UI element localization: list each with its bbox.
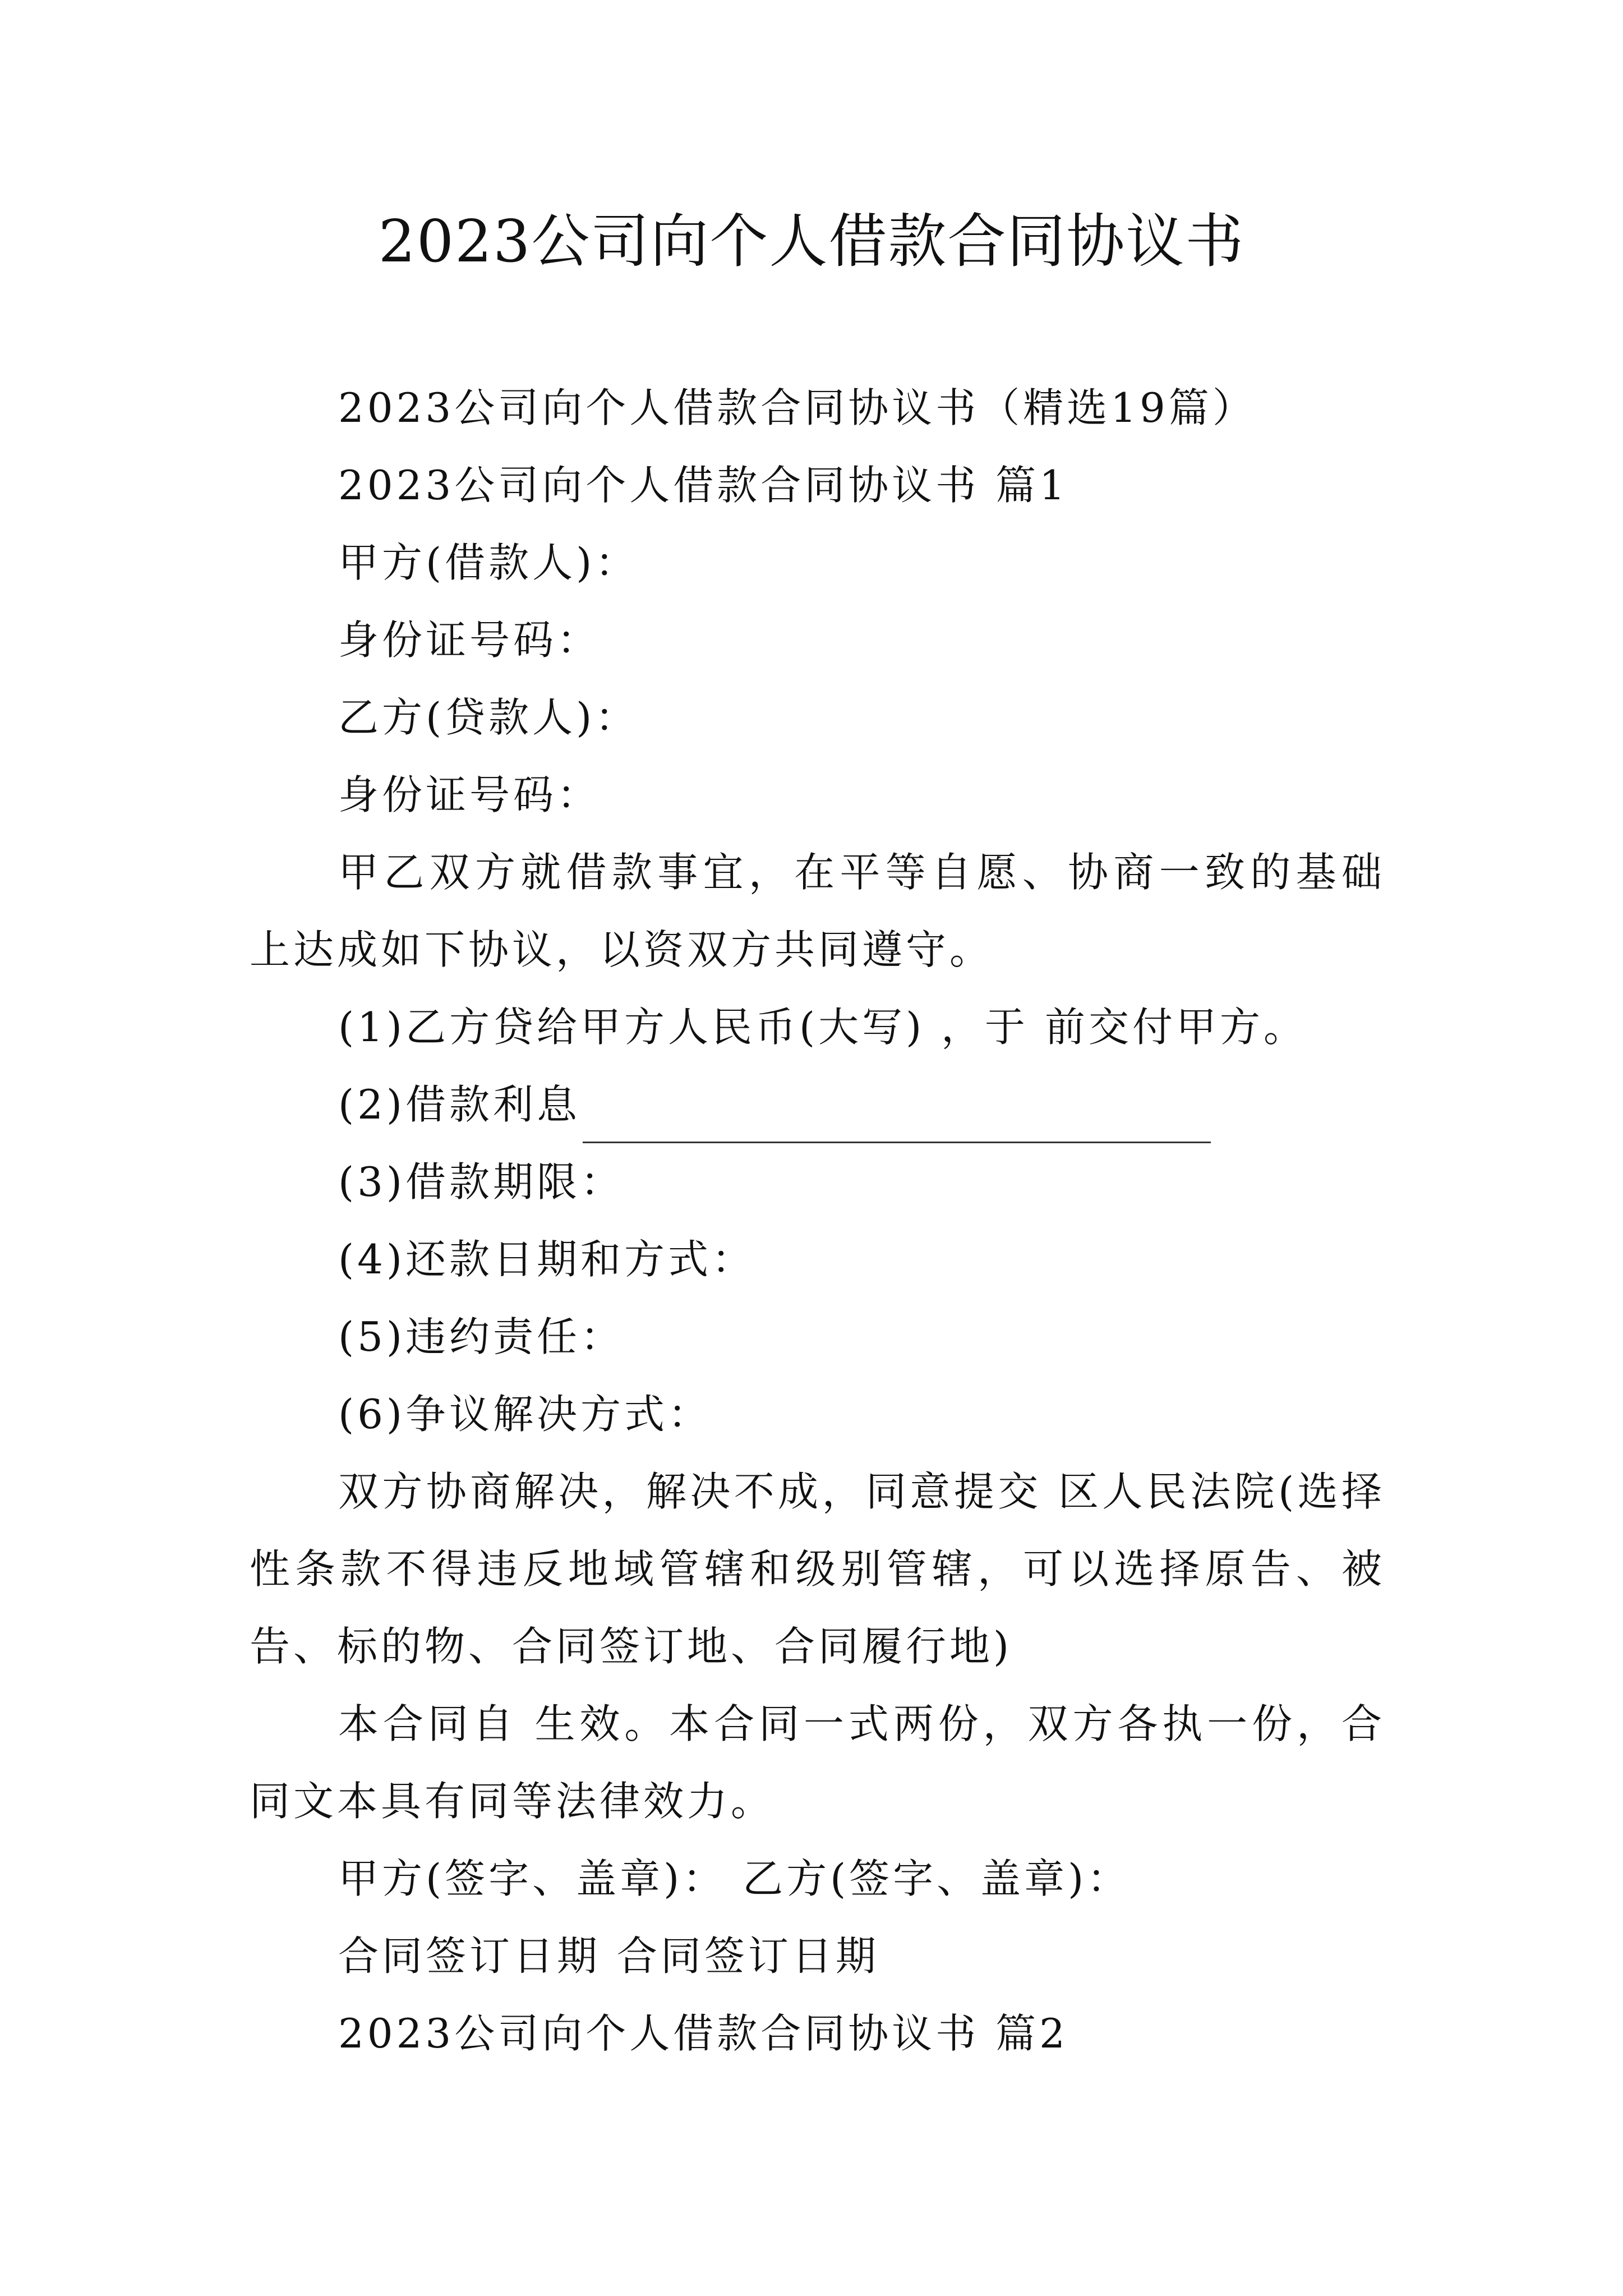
clause-6: (6)争议解决方式： [338,1391,712,1438]
party-b-line: 乙方(贷款人)： [338,694,639,741]
document-body [250,369,1385,2072]
interest-blank-line [583,1088,1211,1143]
clause-2-label: (2)借款利息 [338,1081,580,1128]
document-title: 2023公司向个人借款合同协议书 [378,207,1245,275]
section-heading-2: 2023公司向个人借款合同协议书 篇2 [338,2010,1068,2057]
signature-line: 甲方(签字、盖章)： 乙方(签字、盖章)： [338,1855,1131,1902]
party-b-id-line: 身份证号码： [338,771,601,818]
section-heading-1: 2023公司向个人借款合同协议书 篇1 [338,462,1068,509]
party-a-id-line: 身份证号码： [338,616,601,664]
effect-paragraph: 本合同自 生效。本合同一式两份，双方各执一份，合同文本具有同等法律效力。 [250,1700,1385,1825]
clause-4: (4)还款日期和方式： [338,1236,755,1283]
sign-date-line: 合同签订日期 合同签订日期 [338,1932,879,1980]
intro-paragraph: 甲乙双方就借款事宜，在平等自愿、协商一致的基础上达成如下协议，以资双方共同遵守。 [250,849,1385,973]
clause-2 [250,1066,1385,1143]
dispute-paragraph: 双方协商解决，解决不成，同意提交 区人民法院(选择性条款不得违反地域管辖和级别管辖，可以选择原告、被告、标的物、合同签订地、合同履行地) [250,1468,1385,1670]
clause-5: (5)违约责任： [338,1313,624,1360]
clause-3: (3)借款期限： [338,1158,624,1205]
subtitle-line: 2023公司向个人借款合同协议书（精选19篇） [338,384,1256,431]
clause-1: (1)乙方贷给甲方人民币(大写) ，于 前交付甲方。 [338,1004,1307,1051]
party-a-line: 甲方(借款人)： [338,539,639,586]
